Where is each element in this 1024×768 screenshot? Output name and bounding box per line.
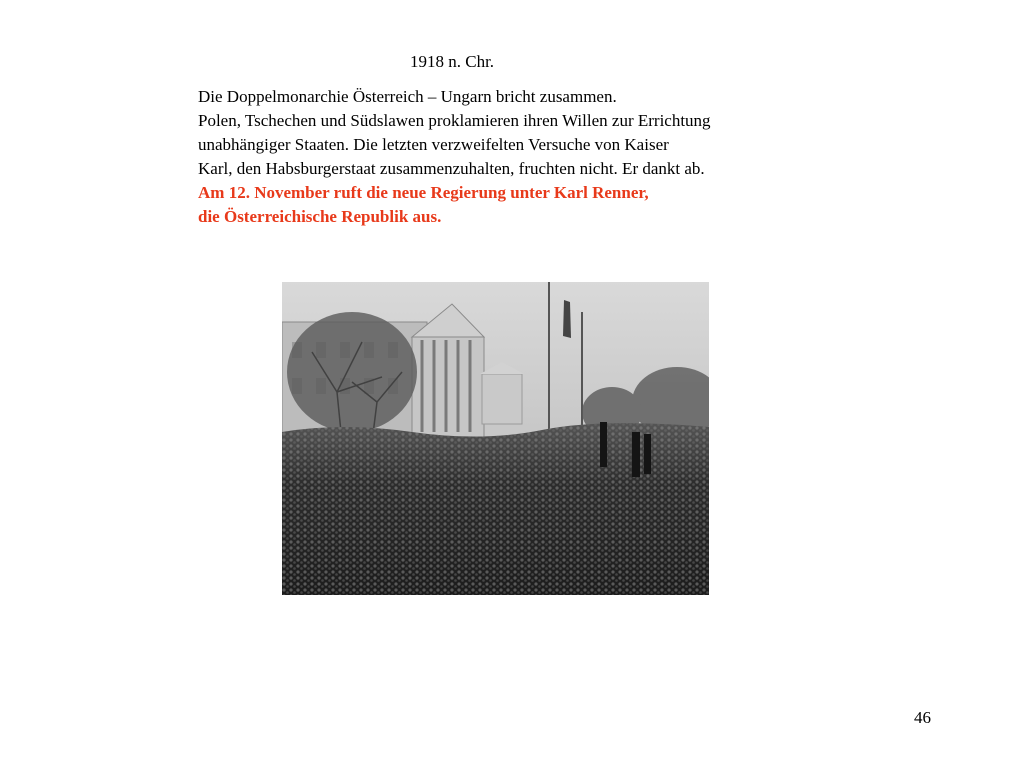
paragraph-line: Polen, Tschechen und Südslawen proklamieren ihren Willen zur Errichtung — [198, 111, 711, 130]
slide-title: 1918 n. Chr. — [410, 52, 495, 71]
body-text — [198, 85, 711, 229]
paragraph-line: Die Doppelmonarchie Österreich – Ungarn bricht zusammen. — [198, 87, 617, 106]
highlight-line: die Österreichische Republik aus. — [198, 207, 442, 226]
page-number: 46 — [914, 708, 931, 727]
paragraph-line: Karl, den Habsburgerstaat zusammenzuhalten, fruchten nicht. Er dankt ab. — [198, 159, 705, 178]
paragraph-line: unabhängiger Staaten. Die letzten verzweifelten Versuche von Kaiser — [198, 135, 669, 154]
highlight-line: Am 12. November ruft die neue Regierung unter Karl Renner, — [198, 183, 649, 202]
historical-photo — [282, 282, 709, 595]
photo-image — [282, 282, 709, 595]
